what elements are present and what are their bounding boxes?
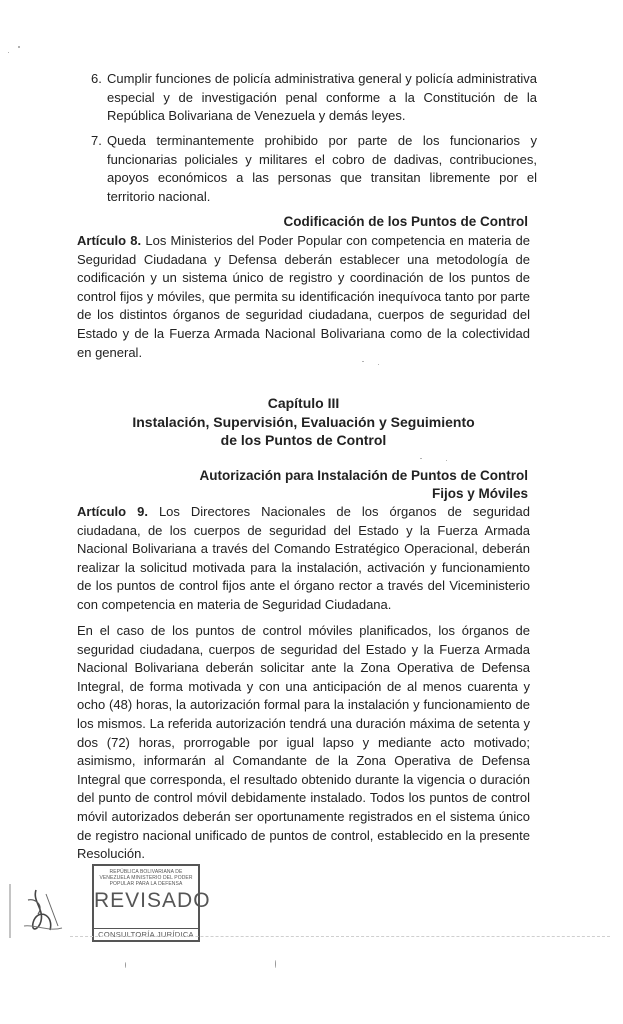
revisado-stamp xyxy=(92,864,211,942)
article-label: Artículo 9. xyxy=(77,504,148,519)
article-9-paragraph-2: En el caso de los puntos de control móviles planificados, los órganos de seguridad ciudadana, cuerpos de seguridad del Estado y la Fuerza Armada Nacional Bolivariana deberán solicitar ante la Zona Operativa de Defensa Integral, de forma motivada y con una anticipación de al menos cuarenta y ocho (48) horas, la autorización formal para la instalación y funcionamiento de los mismos. La referida autorización tendrá una duración máxima de setenta y dos (72) horas, prorrogable por igual lapso y mediante acto motivado; asimismo, informarán al Comandante de la Zona Operativa de Defensa Integral que corresponda, el resultado obtenido durante la vigencia o duración del punto de control móvil debidamente instalado. Todos los puntos de control móvil autorizados deberán ser oportunamente registrados en el sistema único de registro nacional unificado de puntos de control, establecido en la presente Resolución. xyxy=(77,623,530,862)
chapter-heading xyxy=(77,394,530,450)
stamp-top-text: REPÚBLICA BOLIVARIANA DE VENEZUELA MINISTERIO DEL PODER POPULAR PARA LA DEFENSA xyxy=(99,869,193,887)
article-text: Los Directores Nacionales de los órganos de seguridad ciudadana, de los cuerpos de seguridad del Estado y la Fuerza Armada Nacional Bolivariana a través del Comando Estratégico Operacional, deberán realizar la solicitud motivada para la instalación, activación y funcionamiento de los puntos de control fijos ante el órgano rector a través del Viceministerio con competencia en materia de Seguridad Ciudadana. xyxy=(77,504,530,612)
list-item-7 xyxy=(91,132,537,206)
section-heading-line1: Autorización para Instalación de Puntos de Control xyxy=(199,468,528,483)
scan-speck xyxy=(18,46,20,48)
section-heading-line2: Fijos y Móviles xyxy=(431,486,528,501)
list-item-text: Queda terminantemente prohibido por parte de los funcionarios y funcionarias policiales y militares el cobro de dadivas, contribuciones, apoyos económicos a las personas que transitan libremente por el territorio nacional. xyxy=(107,133,537,204)
stamp-bottom-text: CONSULTORÍA JURÍDICA xyxy=(94,928,198,940)
article-text: Los Ministerios del Poder Popular con competencia en materia de Seguridad Ciudadana y Defensa deberán establecer una metodología de codificación y un sistema único de registro y coordinación de los puntos de control fijos y móviles, que permita su identificación inequívoca tanto por parte de los distintos órganos de seguridad ciudadana, cuerpos de seguridad del Estado y de la Fuerza Armada Nacional Bolivariana como de la colectividad en general. xyxy=(77,233,530,360)
footer-divider xyxy=(70,936,610,937)
scan-speck xyxy=(362,361,364,362)
scan-speck xyxy=(420,458,422,459)
article-label: Artículo 8. xyxy=(77,233,142,248)
chapter-title-line1: Instalación, Supervisión, Evaluación y Seguimiento xyxy=(132,413,475,430)
list-item-number: 7. xyxy=(91,133,102,148)
chapter-title-line2: de los Puntos de Control xyxy=(220,432,387,448)
scan-speck xyxy=(275,960,276,968)
section-heading-autorizacion xyxy=(199,467,528,503)
scan-speck xyxy=(446,460,447,461)
scan-speck xyxy=(8,52,9,53)
chapter-number: Capítulo III xyxy=(267,395,340,411)
list-item-6 xyxy=(91,70,537,126)
article-8 xyxy=(77,232,530,362)
list-item-text: Cumplir funciones de policía administrativa general y policía administrativa especial y de investigación penal conforme a la Constitución de la República Bolivariana de Venezuela y demás leyes. xyxy=(107,71,537,124)
handwritten-signature xyxy=(6,880,76,942)
scan-speck xyxy=(125,962,126,968)
section-heading-codificacion: Codificación de los Puntos de Control xyxy=(283,214,528,229)
list-item-number: 6. xyxy=(91,71,102,86)
stamp-main-text: REVISADO xyxy=(94,889,211,912)
scan-speck xyxy=(378,364,379,365)
article-9 xyxy=(77,503,530,615)
